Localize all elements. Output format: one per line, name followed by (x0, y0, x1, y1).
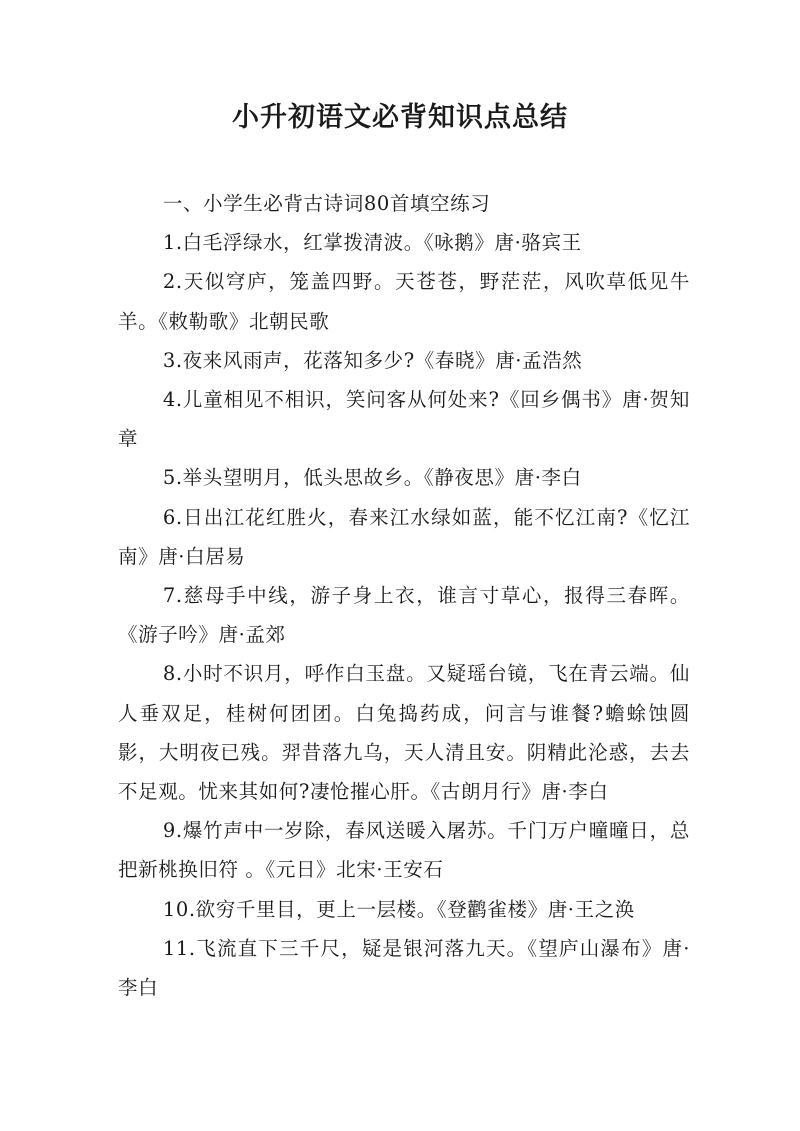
poem-entry-5: 5.举头望明月，低头思故乡。《静夜思》唐·李白 (162, 466, 582, 490)
poem-entry-3: 3.夜来风雨声，花落知多少?《春晓》唐·孟浩然 (162, 348, 583, 372)
poem-entry-7: 7.慈母手中线，游子身上衣，谁言寸草心，报得三春晖。《游子吟》唐·孟郊 (118, 584, 690, 647)
poem-entry-9: 9.爆竹声中一岁除，春风送暖入屠苏。千门万户曈曈日，总把新桃换旧符 。《元日》北宋·王安石 (118, 819, 690, 882)
poem-entry-6: 6.日出江花红胜火，春来江水绿如蓝，能不忆江南?《忆江南》唐·白居易 (118, 505, 690, 568)
poem-entry-11: 11.飞流直下三千尺，疑是银河落九天。《望庐山瀑布》唐·李白 (118, 936, 690, 1000)
document-body (118, 184, 690, 1007)
section-heading: 一、小学生必背古诗词80首填空练习 (162, 192, 491, 215)
poem-entry-2: 2.天似穹庐，笼盖四野。天苍苍，野茫茫，风吹草低见牛羊。《敕勒歌》北朝民歌 (118, 270, 690, 333)
poem-entry-1: 1.白毛浮绿水，红掌拨清波。《咏鹅》唐·骆宾王 (162, 231, 582, 255)
poem-entry-10: 10.欲穷千里目，更上一层楼。《登鹳雀楼》唐·王之涣 (162, 897, 635, 921)
poem-entry-8: 8.小时不识月，呼作白玉盘。又疑瑶台镜，飞在青云端。仙人垂双足，桂树何团团。白兔捣药成，问言与谁餐?蟾蜍蚀圆影，大明夜已残。羿昔落九乌，天人清且安。阴精此沦惑，去去不足观。忧来其如何?凄怆摧心肝。《古朗月行》唐·李白 (118, 662, 690, 804)
document-title: 小升初语文必背知识点总结 (232, 102, 568, 133)
poem-entry-4: 4.儿童相见不相识，笑问客从何处来?《回乡偶书》唐·贺知章 (118, 388, 690, 451)
